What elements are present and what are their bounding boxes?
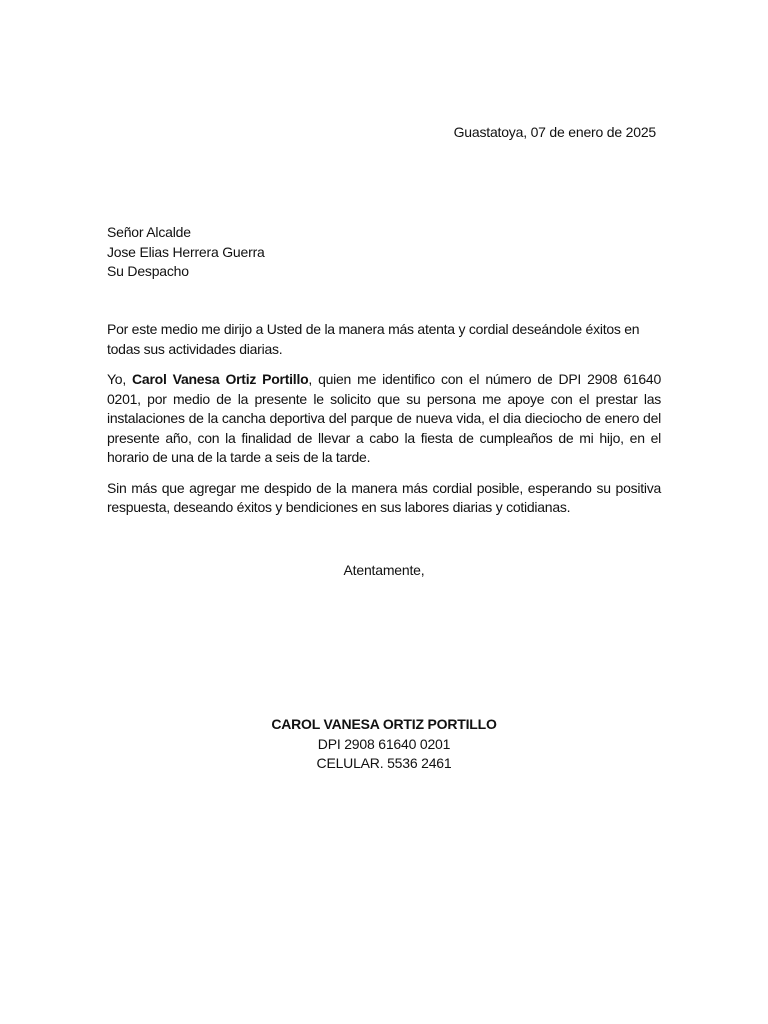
paragraph-request bbox=[107, 370, 661, 468]
recipient-block bbox=[107, 223, 265, 282]
requester-name: Carol Vanesa Ortiz Portillo bbox=[132, 371, 309, 387]
signature-phone: CELULAR. 5536 2461 bbox=[316, 755, 452, 771]
paragraph-greeting: Por este medio me dirijo a Usted de la manera más atenta y cordial deseándole éxitos en todas sus actividades diarias. bbox=[107, 321, 640, 357]
signature-dpi: DPI 2908 61640 0201 bbox=[317, 735, 451, 752]
closing-line: Atentamente, bbox=[343, 562, 425, 578]
date-line: Guastatoya, 07 de enero de 2025 bbox=[453, 124, 656, 140]
letter-body bbox=[107, 320, 661, 529]
recipient-office: Su Despacho bbox=[107, 263, 189, 279]
signature-block bbox=[0, 715, 768, 774]
signature-name: CAROL VANESA ORTIZ PORTILLO bbox=[271, 716, 497, 732]
recipient-title: Señor Alcalde bbox=[107, 224, 191, 240]
recipient-name: Jose Elias Herrera Guerra bbox=[107, 243, 265, 260]
request-prefix: Yo, bbox=[107, 371, 133, 387]
request-text: , quien me identifico con el número de DPI 2908 61640 0201, por medio de la presente le solicito que su persona me apoye con el prestar las instalaciones de la cancha deportiva del parque de nueva vida, el dia dieciocho de enero del presente año, con la finalidad de llevar a cabo la fiesta de cumpleaños de mi hijo, en el horario de una de la tarde a seis de la tarde. bbox=[107, 371, 662, 465]
paragraph-farewell: Sin más que agregar me despido de la manera más cordial posible, esperando su positiva respuesta, deseando éxitos y bendiciones en sus labores diarias y cotidianas. bbox=[107, 479, 661, 515]
